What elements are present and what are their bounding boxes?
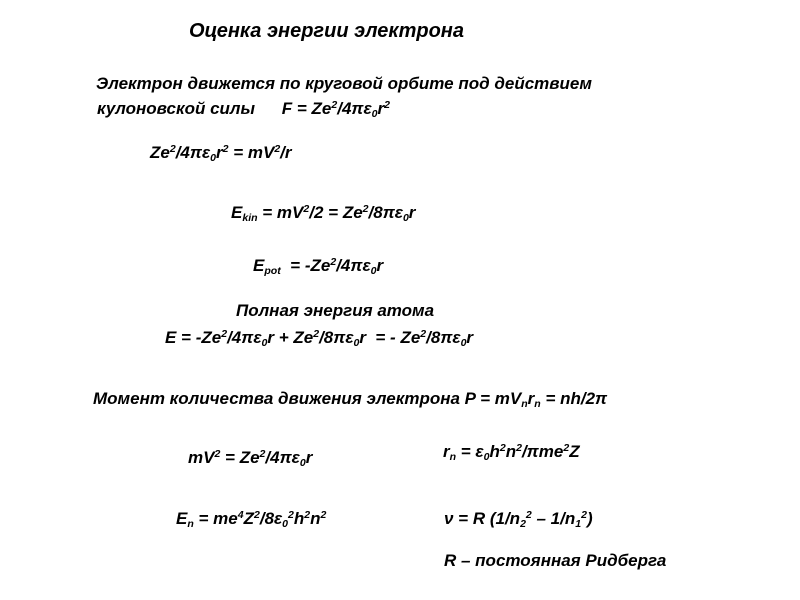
velocity-square-equation: $mV^2 = Ze^2/4\pi\varepsilon_0r$ [188, 448, 313, 470]
force-balance-equation: $Ze^2/4\pi\varepsilon_0r^2 = mV^2/r$ [150, 143, 292, 165]
momentum-label: Момент количества движения электрона [93, 389, 460, 408]
intro-line-2 [97, 99, 390, 119]
potential-energy-equation: $E_{pot} = -Ze^2/4\pi\varepsilon_0r$ [253, 256, 384, 278]
total-energy-equation: $E = -Ze^2/4\pi\varepsilon_0r + Ze^2/8\pi\varepsilon_0r$ = - $Ze^2/8\pi\varepsilon_0r$ [165, 328, 474, 350]
intro-line-1: Электрон движется по круговой орбите под действием [96, 74, 592, 93]
total-energy-heading: Полная энергия атома [236, 301, 435, 320]
intro-line-2-text: кулоновской силы [97, 99, 256, 118]
frequency-equation: ν = R $(1/n_2^2 - 1/n_1^2)$ [444, 509, 593, 531]
rydberg-note: R – постоянная Ридберга [444, 551, 667, 570]
orbit-radius-equation: $r_n = \varepsilon_0h^2n^2/\pi me^2Z$ [443, 442, 580, 464]
coulomb-force-formula: $F = Ze^2/4\pi\varepsilon_0r^2$ [281, 99, 390, 121]
kinetic-energy-equation: $E_{kin} = mV^2/2 = Ze^2/8\pi\varepsilon_0r$ [231, 203, 416, 225]
energy-level-equation: $E_n = me^4Z^2/8\varepsilon_0^2h^2n^2$ [176, 509, 327, 531]
momentum-formula: $P = mV_nr_n = nh/2\pi$ [464, 389, 608, 411]
page-title: Оценка энергии электрона [189, 20, 464, 42]
momentum-line [93, 389, 607, 409]
